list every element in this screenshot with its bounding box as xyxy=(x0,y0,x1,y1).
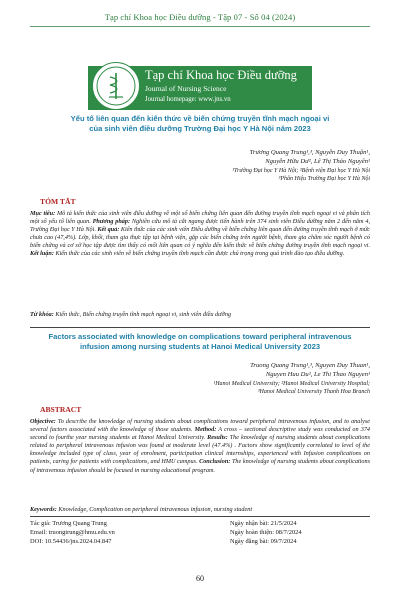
page-number: 60 xyxy=(196,574,204,583)
date-published: Ngày đăng bài: 09/7/2024 xyxy=(230,537,297,545)
label: Từ khóa: xyxy=(30,311,54,318)
label: Objective: xyxy=(30,418,56,425)
author-email[interactable]: Email: truongtrung@hmu.edu.vn xyxy=(30,528,115,536)
label: Phương pháp: xyxy=(90,218,131,226)
label: Conclusion: xyxy=(197,458,231,466)
author-line: Truong Quang Trung¹,³, Nguyen Duy Thuan¹, xyxy=(250,362,370,369)
text: Mô tả kiến thức của sinh viên điều dưỡng về một số biến chứng liên quan đến đường truyền tĩnh mạch ngoại vi và phân tích một số yếu tố liên quan. xyxy=(30,210,370,226)
text: Knowledge, Complication on peripheral intravenous infusion, nursing student xyxy=(56,506,253,513)
text: Kiến thức của các sinh viên Điều dưỡng về biến chứng liên quan đến đường truyền tĩnh mạch ở mức chưa cao (47,4%). Lớp, khối, tham gia thực tập tại bệnh viện, gặp các biến chứng trên người bệnh, tham gia chăm sóc người bệnh có biến chứng và cơ sở học tập được tìm thấy có mối liên quan có ý nghĩa đến kiến thức về biến chứng đường truyền tĩnh mạch ngoại vi. xyxy=(30,226,370,250)
affiliation: ¹Trường Đại học Y Hà Nội; ²Bệnh viện Đại học Y Hà Nội xyxy=(232,167,370,174)
vietnamese-authors xyxy=(110,148,370,183)
text: Kiến thức, Biến chứng truyền tĩnh mạch ngoại vi, sinh viên điều dưỡng xyxy=(53,311,232,318)
text: The knowledge of nursing students about complications related to peripheral intravenous infusion was found at moderate level (47.4%) . Factors show significantly correlated to level of the knowledge included type of class, year of enrolment, participation clinical internships, experienced with Infusion complications on patients, caring for patients with complications, and HMU campus. xyxy=(30,434,370,466)
vietnamese-abstract xyxy=(30,210,370,259)
doi[interactable]: DOI: 10.54436/jns.2024.04.847 xyxy=(30,537,112,545)
label: Results: xyxy=(205,434,228,442)
affiliation: ³Phân Hiệu Trường Đại học Y Hà Nội xyxy=(278,175,370,182)
divider xyxy=(30,327,370,328)
label: Method: xyxy=(192,426,217,434)
journal-logo-icon xyxy=(92,62,140,110)
author-line: Nguyen Huu Du², Le Thi Thao Nguyen¹ xyxy=(265,371,370,379)
text: Kiến thức của các sinh viên về biến chứng truyền tĩnh mạch cần được chú trọng trong quá trình đào tạo điều dưỡng. xyxy=(53,250,345,258)
english-title xyxy=(30,332,370,352)
vietnamese-title-line1: Yếu tố liên quan đến kiến thức về biến chứng truyền tĩnh mạch ngoại vi xyxy=(70,114,330,123)
header-divider xyxy=(30,26,370,27)
english-authors xyxy=(110,361,370,396)
running-head: Tạp chí Khoa học Điều dưỡng - Tập 07 - Số 04 (2024) xyxy=(104,12,296,22)
divider xyxy=(30,516,370,517)
text: To describe the knowledge of nursing students about complications toward peripheral intravenous infusion, and to analyse several factors associated with the knowledge of those students. xyxy=(30,418,370,434)
affiliation: ¹Hanoi Medical University; ²Hanoi Medical University Hospital; xyxy=(213,380,370,387)
banner-title: Tạp chí Khoa học Điều dưỡng xyxy=(145,68,297,82)
corresponding-author: Tác giả: Trương Quang Trung xyxy=(30,520,107,527)
text: Nghiên cứu mô tả cắt ngang được tiến hành trên 374 sinh viên Điều dưỡng năm 2 đến năm 4, Trường Đại học Y Hà Nội. xyxy=(30,218,370,234)
english-title-line1: Factors associated with knowledge on complications toward peripheral intravenous xyxy=(48,332,352,341)
banner-subtitle: Journal of Nursing Science xyxy=(145,84,227,93)
section-heading-abstract: ABSTRACT xyxy=(40,405,82,414)
vietnamese-keywords xyxy=(30,311,370,319)
english-title-line2: infusion among nursing students at Hanoi Medical University 2023 xyxy=(79,342,321,351)
author-meta xyxy=(30,520,230,546)
section-heading-tom-tat: TÓM TẮT xyxy=(40,197,76,206)
author-line: Nguyễn Hữu Dư², Lê Thị Thảo Nguyên¹ xyxy=(265,158,370,166)
affiliation: ³Hanoi Medical University Thanh Hoa Branch xyxy=(257,388,370,395)
vietnamese-title-line2: của sinh viên điều dưỡng Trường Đại học Y Hà Nội năm 2023 xyxy=(89,124,311,133)
author-line: Trương Quang Trung¹,³, Nguyễn Duy Thuận¹, xyxy=(249,149,370,156)
english-abstract xyxy=(30,418,370,475)
vietnamese-title xyxy=(30,114,370,134)
label: Mục tiêu: xyxy=(30,210,56,217)
label: Kết luận: xyxy=(30,250,54,258)
date-meta xyxy=(230,520,370,546)
label: Keywords: xyxy=(30,506,57,513)
text: The knowledge of nursing students about complications of intravenous infusion should be focused in nursing educational program. xyxy=(30,458,370,474)
text: A cross – sectional descriptive study was conducted on 374 second to fourthe year nursing students at Hanoi Medical University. xyxy=(30,426,371,442)
date-revised: Ngày hoàn thiện: 08/7/2024 xyxy=(230,528,302,536)
english-keywords xyxy=(30,506,370,514)
banner-homepage[interactable]: Journal homepage: www.jns.vn xyxy=(145,96,231,103)
label: Kết quả: xyxy=(95,226,120,234)
date-received: Ngày nhận bài: 21/5/2024 xyxy=(230,520,297,527)
